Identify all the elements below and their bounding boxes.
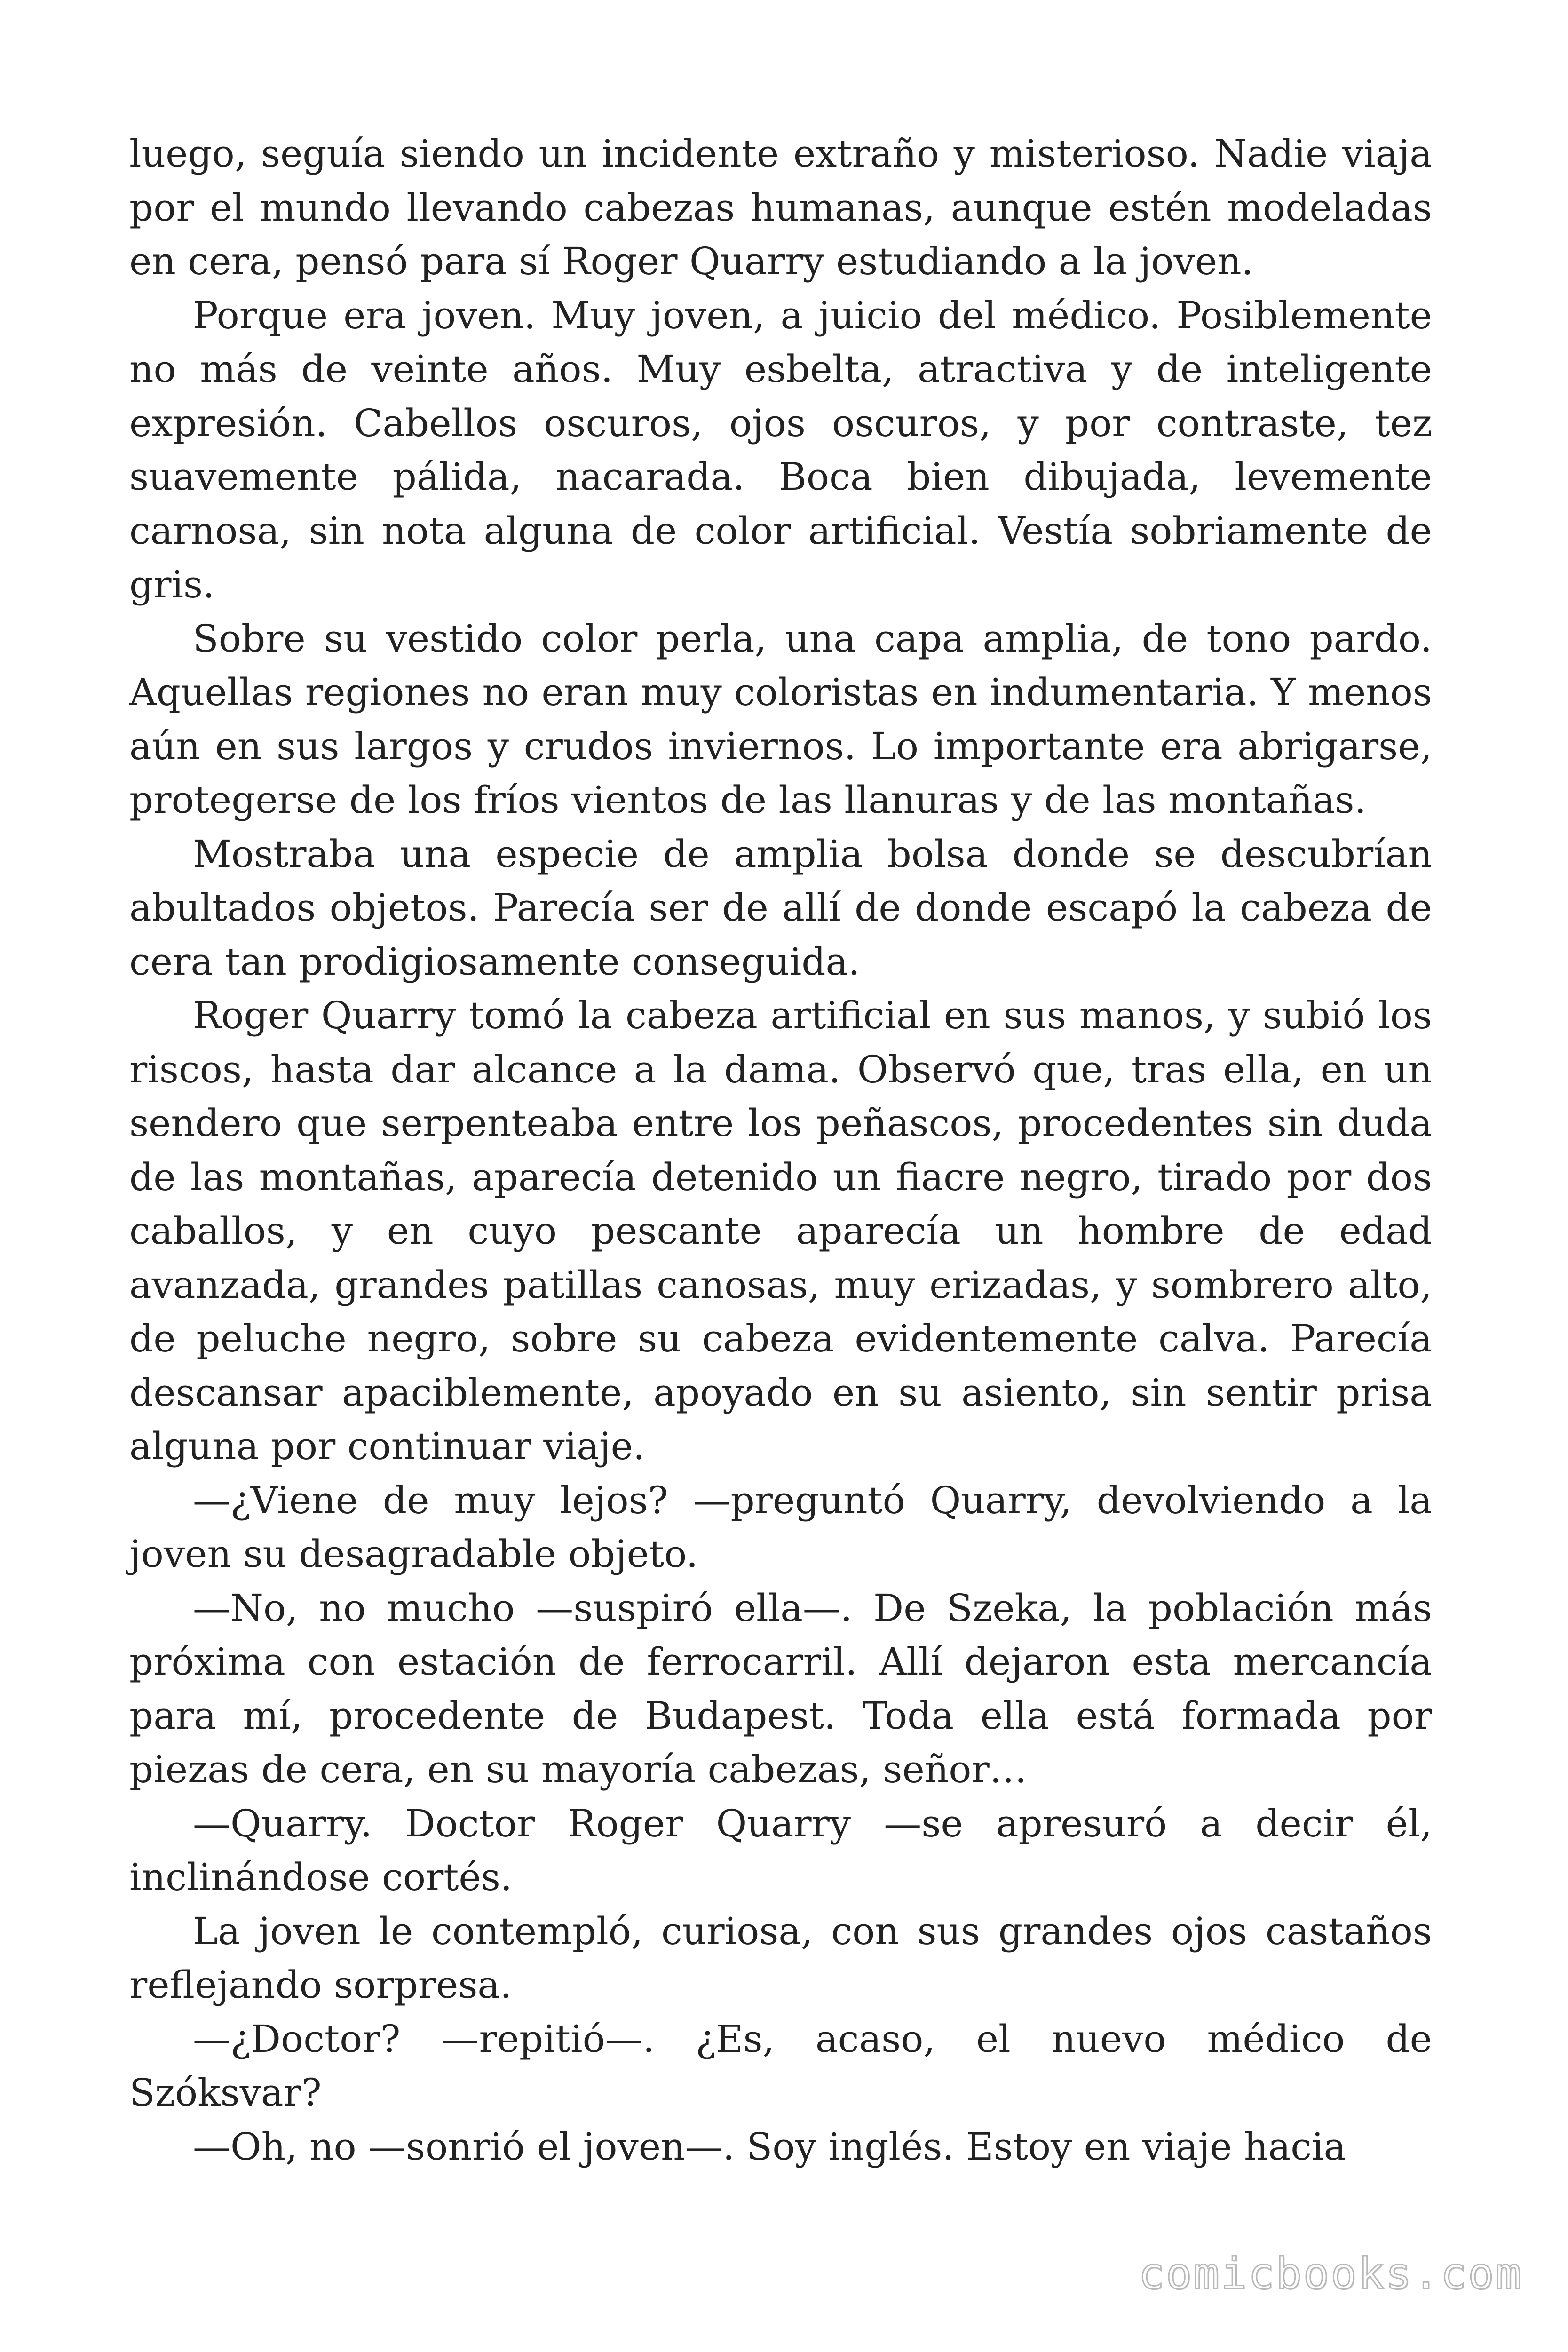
watermark-text: comicbooks.com [1138, 2249, 1523, 2299]
paragraph-9: La joven le contempló, curiosa, con sus grandes ojos castaños reflejando sorpresa. [129, 1909, 1432, 2007]
paragraph-2: Porque era joven. Muy joven, a juicio del médico. Posiblemente no más de veinte años. Muy esbelta, atractiva y de inteligente expresión. Cabellos oscuros, ojos oscuros, y por contraste, tez suavemente pálida, nacarada. Boca bien dibujada, levemente carnosa, sin nota alguna de color artificial. Vestía sobriamente de gris. [129, 293, 1432, 606]
paragraph-7: —No, no mucho —suspiró ella—. De Szeka, la población más próxima con estación de ferrocarril. Allí dejaron esta mercancía para mí, procedente de Budapest. Toda ella está formada por piezas de cera, en su mayoría cabezas, señor… [129, 1586, 1432, 1791]
paragraph-8: —Quarry. Doctor Roger Quarry —se apresuró a decir él, inclinándose cortés. [129, 1801, 1432, 1899]
paragraph-4: Mostraba una especie de amplia bolsa donde se descubrían abultados objetos. Parecía ser de allí de donde escapó la cabeza de cera tan prodigiosamente conseguida. [129, 832, 1432, 984]
paragraph-5: Roger Quarry tomó la cabeza artificial en sus manos, y subió los riscos, hasta dar alcance a la dama. Observó que, tras ella, en un sendero que serpenteaba entre los peñascos, procedentes sin duda de las montañas, aparecía detenido un fiacre negro, tirado por dos caballos, y en cuyo pescante aparecía un hombre de edad avanzada, grandes patillas canosas, muy erizadas, y sombrero alto, de peluche negro, sobre su cabeza evidentemente calva. Parecía descansar apaciblemente, apoyado en su asiento, sin sentir prisa alguna por continuar viaje. [129, 993, 1432, 1468]
book-page-text [129, 127, 1432, 2174]
paragraph-10: —¿Doctor? —repitió—. ¿Es, acaso, el nuevo médico de Szóksvar? [129, 2017, 1432, 2114]
paragraph-1: luego, seguía siendo un incidente extraño y misterioso. Nadie viaja por el mundo llevando cabezas humanas, aunque estén modeladas en cera, pensó para sí Roger Quarry estudiando a la joven. [129, 132, 1432, 283]
paragraph-11: —Oh, no —sonrió el joven—. Soy inglés. Estoy en viaje hacia [193, 2124, 1346, 2169]
paragraph-6: —¿Viene de muy lejos? —preguntó Quarry, devolviendo a la joven su desagradable objeto. [129, 1478, 1432, 1576]
paragraph-3: Sobre su vestido color perla, una capa amplia, de tono pardo. Aquellas regiones no eran muy coloristas en indumentaria. Y menos aún en sus largos y crudos inviernos. Lo importante era abrigarse, protegerse de los fríos vientos de las llanuras y de las montañas. [129, 616, 1432, 822]
